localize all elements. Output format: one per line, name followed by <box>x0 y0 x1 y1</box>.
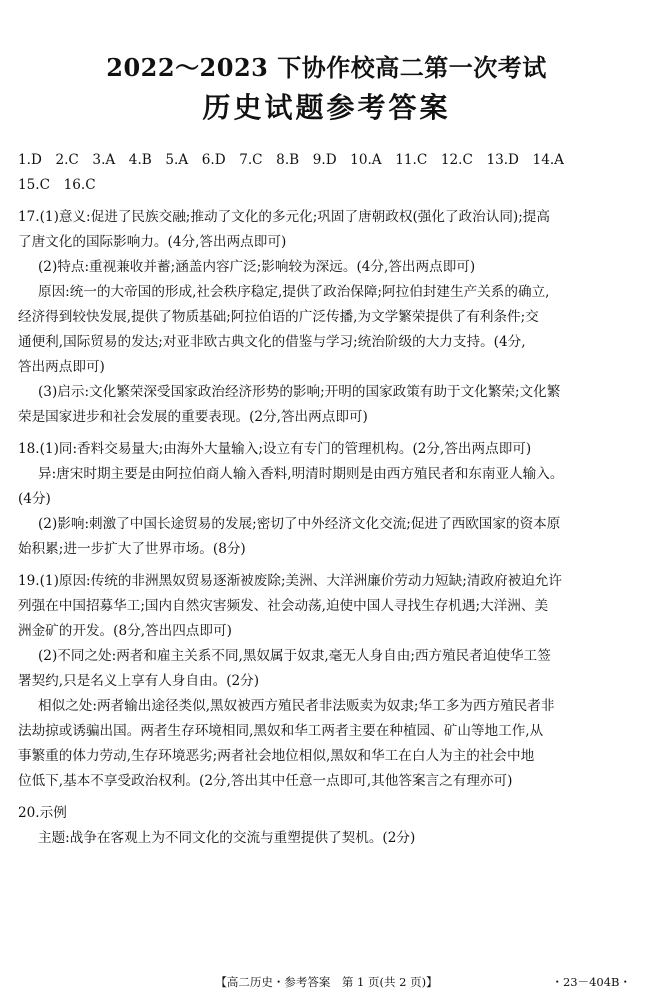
answer-line: (2)特点:重视兼收并蓄;涵盖内容广泛;影响较为深远。(4分,答出两点即可) <box>38 259 476 275</box>
answer-line: 署契约,只是名义上享有人身自由。(2分) <box>18 673 260 689</box>
answer-line: (2)影响:刺激了中国长途贸易的发展;密切了中外经济文化交流;促进了西欧国家的资本原 <box>38 516 561 532</box>
answer-line: 20.示例 <box>18 805 67 821</box>
answer-line: 经济得到较快发展,提供了物质基础;阿拉伯语的广泛传播,为文学繁荣提供了有利条件;交 <box>18 309 539 325</box>
answer-line: 通便利,国际贸易的发达;对亚非欧古典文化的借鉴与学习;统治阶级的大力支持。(4分, <box>18 334 526 350</box>
answer-line: 始积累;进一步扩大了世界市场。(8分) <box>18 541 246 557</box>
answer-line: (4分) <box>18 491 51 507</box>
answer-line: 答出两点即可) <box>18 359 105 375</box>
answer-line: 19.(1)原因:传统的非洲黑奴贸易逐渐被废除;美洲、大洋洲廉价劳动力短缺;清政府被迫允许 <box>18 573 562 589</box>
footer-code: ・23－404B・ <box>551 975 631 989</box>
answer-line: 列强在中国招募华工;国内自然灾害频发、社会动荡,迫使中国人寻找生存机遇;大洋洲、美 <box>18 598 549 614</box>
document-subtitle: 历史试题参考答案 <box>202 91 451 124</box>
answer-line: 15.C 16.C <box>18 177 96 193</box>
answer-line: 荣是国家进步和社会发展的重要表现。(2分,答出两点即可) <box>18 409 368 425</box>
answer-line: (3)启示:文化繁荣深受国家政治经济形势的影响;开明的国家政策有助于文化繁荣;文化繁 <box>38 384 561 400</box>
document-title: 2022～2023 下协作校高二第一次考试 <box>106 53 547 82</box>
answer-line: 了唐文化的国际影响力。(4分,答出两点即可) <box>18 234 287 250</box>
answer-line: 1.D 2.C 3.A 4.B 5.A 6.D 7.C 8.B 9.D 10.A 11.C 12.C 13.D 14.A <box>18 152 564 168</box>
answer-line: 事繁重的体力劳动,生存环境恶劣;两者社会地位相似,黑奴和华工在白人为主的社会中地 <box>18 748 535 764</box>
answer-line: 17.(1)意义:促进了民族交融;推动了文化的多元化;巩固了唐朝政权(强化了政治认同);提高 <box>18 209 550 225</box>
answer-line: 主题:战争在客观上为不同文化的交流与重塑提供了契机。(2分) <box>38 830 416 846</box>
answer-line: 18.(1)同:香料交易量大;由海外大量输入;设立有专门的管理机构。(2分,答出两点即可) <box>18 441 532 457</box>
answer-line: 原因:统一的大帝国的形成,社会秩序稳定,提供了政治保障;阿拉伯封建生产关系的确立, <box>38 284 550 300</box>
answer-line: 法劫掠或诱骗出国。两者生存环境相同,黑奴和华工两者主要在种植园、矿山等地工作,从 <box>18 723 544 739</box>
answer-line: 洲金矿的开发。(8分,答出四点即可) <box>18 623 232 639</box>
footer-page-info: 【高二历史・参考答案 第 1 页(共 2 页)】 <box>215 975 438 989</box>
answer-content <box>18 148 638 851</box>
answer-line: 相似之处:两者输出途径类似,黑奴被西方殖民者非法贩卖为奴隶;华工多为西方殖民者非 <box>38 698 555 714</box>
page-footer <box>0 974 653 996</box>
answer-line: (2)不同之处:两者和雇主关系不同,黑奴属于奴隶,毫无人身自由;西方殖民者迫使华工签 <box>38 648 551 664</box>
answer-line: 异:唐宋时期主要是由阿拉伯商人输入香料,明清时期则是由西方殖民者和东南亚人输入。 <box>38 466 564 482</box>
answer-line: 位低下,基本不享受政治权利。(2分,答出其中任意一点即可,其他答案言之有理亦可) <box>18 773 513 789</box>
